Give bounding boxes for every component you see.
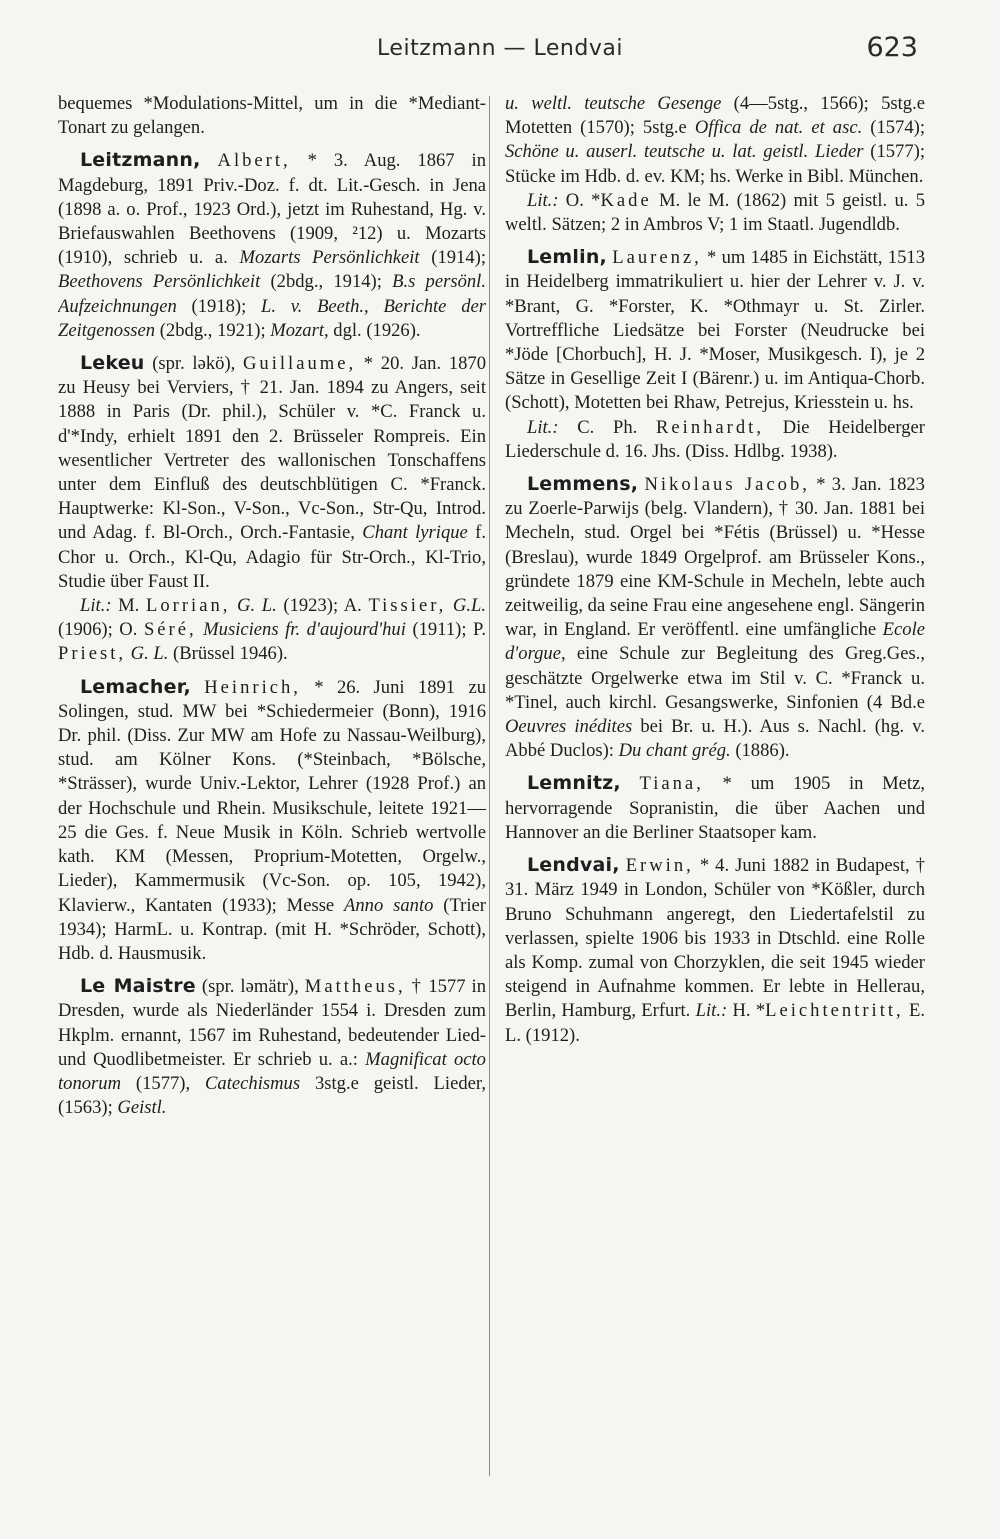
entry-text: bequemes *Modulations-Mittel, um in die *Mediant-Tonart zu gelangen.	[58, 93, 486, 139]
entry-headword: Lemacher,	[80, 675, 191, 698]
lit-label: Lit.:	[527, 416, 559, 438]
work-title: Catechismus	[205, 1072, 301, 1094]
work-title: Mozarts Persönlichkeit	[239, 247, 420, 269]
lit-author: Tissier,	[368, 595, 447, 617]
entry-text: (1923); A.	[276, 595, 369, 617]
continued-entry-lemaistre	[505, 92, 925, 189]
entry-forename: Mattheus,	[304, 976, 406, 998]
entry-text: bei Br. u. H.). Aus s. Nachl. (hg. v. Abbé Duclos):	[505, 716, 925, 762]
work-title: Anno santo	[344, 894, 434, 916]
lit-label: Lit.:	[80, 595, 112, 617]
entry-text: O. *	[558, 189, 601, 211]
lit-label: Lit.:	[527, 189, 559, 211]
entry-forename: Albert,	[217, 150, 291, 172]
entry-forename: Nikolaus Jacob,	[644, 474, 810, 496]
work-title: Ecole d'orgue,	[505, 619, 925, 665]
entry-text: M.	[111, 595, 146, 617]
work-title: u. weltl. teutsche Gesenge	[505, 93, 722, 114]
entry-text: * 4. Juni 1882 in Budapest, † 31. März 1949 in London, Schüler von *Kößler, durch Bruno Schuhmann angeregt, den Liedertafelstil zu verlassen, spielte 1906 bis 1933 in Dtschld. eine Rolle als Komp. zumal von Chorzyklen, die seit 1945 wieder steigend in Aufnahme kommen. Er lebte in Hellerau, Berlin, Hamburg, Erfurt.	[505, 855, 925, 1022]
entry-headword: Lemmens,	[527, 473, 639, 496]
work-title: G. L.	[230, 595, 277, 617]
entry-text: E. L. (1912).	[505, 1000, 925, 1046]
entry-forename: Tiana,	[639, 773, 704, 795]
entry-lemacher	[58, 675, 486, 966]
entry-text: * um 1905 in Metz, hervorragende Sopranistin, die über Aachen und Hannover an die Berliner Staatsoper kam.	[505, 773, 925, 843]
entry-text: * um 1485 in Eichstätt, 1513 in Heidelberg immatrikuliert u. hier der Lehrer v. J. v. *Brant, G. *Forster, K. *Othmayr u. St. Zirler. Vortreffliche Liedsätze bei Forster (Neudrucke bei *Jöde [Chorbuch], H. J. *Moser, Musikgesch. I), je 2 Sätze in Gesellige Zeit I (Bärenr.) u. im Antiqua-Chorb. (Schott), Motetten bei Rhaw, Petrejus, Kriesstein u. hs.	[505, 247, 925, 414]
entry-headword: Lemnitz,	[527, 772, 621, 795]
entry-text: * 26. Juni 1891 zu Solingen, stud. MW bei *Schiedermeier (Bonn), 1916 Dr. phil. (Diss. Zur MW am Hofe zu Nassau-Weilburg), stud. am Kölner Kons. (*Steinbach, *Bölsche, *Strässer), wurde Univ.-Lektor, Lehrer (1928 Prof.) an der Hochschule und Rhein. Musikschule, leitete 1921—25 die Ges. f. Neue Musik in Köln. Schrieb wertvolle kath. KM (Messen, Proprium-Motetten, Orgelw., Lieder), Kammermusik (Vc-Son. op. 105, 1942), Klavierw., Kantaten (1933); Messe	[58, 676, 486, 916]
work-title: L. v. Beeth., Berichte der Zeitgenossen	[58, 295, 486, 341]
entry-text: C. Ph.	[558, 416, 657, 438]
lit-author: Reinhardt,	[656, 416, 764, 438]
literature-lekeu	[58, 594, 486, 667]
entry-text: Die Heidelberger Liederschule d. 16. Jhs. (Diss. Hdlbg. 1938).	[505, 416, 925, 462]
entry-forename: Laurenz,	[612, 247, 702, 269]
lit-author: Priest,	[58, 643, 127, 665]
entry-text: (1886).	[730, 740, 790, 762]
entry-text: (1577),	[121, 1072, 206, 1094]
lit-author: Lorrian,	[145, 595, 231, 617]
entry-text: H. *	[727, 1000, 766, 1022]
work-title: Du chant grég.	[618, 740, 731, 762]
work-title: G.L.	[446, 595, 486, 617]
entry-text: * 20. Jan. 1870 zu Heusy bei Verviers, † 21. Jan. 1894 zu Angers, seit 1888 in Paris (Dr. phil.), Schüler v. *C. Franck u. d'*Indy, erhielt 1891 den 2. Brüsseler Rompreis. Ein wesentlicher Vertreter des wallonischen Tonschaffens unter dem Einfluß des deutschblütigen C. *Franck. Hauptwerke: Kl-Son., V-Son., Vc-Son., Str-Qu, Introd. und Adag. f. Bl-Orch., Orch.-Fantasie,	[58, 353, 486, 544]
lit-author: Leichtentritt,	[765, 1000, 904, 1022]
running-title: Leitzmann — Lendvai	[377, 36, 623, 61]
lit-label: Lit.:	[695, 1000, 728, 1022]
entry-text: (1914);	[419, 247, 486, 269]
page-number: 623	[866, 32, 918, 63]
entry-text: (1574);	[862, 117, 925, 139]
work-title: Chant lyrique	[362, 522, 468, 544]
work-title: G. L.	[126, 643, 169, 665]
entry-text: f. Chor u. Orch., Kl-Qu, Adagio für Str-Orch., Kl-Trio, Studie über Faust II.	[58, 522, 486, 592]
entry-text: (spr. ləmätr),	[195, 976, 305, 998]
work-title: B.s persönl. Aufzeichnungen	[58, 271, 486, 317]
work-title: Beethovens Persönlichkeit	[58, 271, 261, 293]
entry-text: M. le M. (1862) mit 5 geistl. u. 5 weltl. Sätzen; 2 in Ambros V; 1 im Staatl. Jugendldb.	[505, 189, 925, 236]
lit-author: Séré,	[143, 619, 197, 641]
entry-text: † 1577 in Dresden, wurde als Niederländer 1554 i. Dresden zum Hkplm. ernannt, 1567 im Ruhestand, bedeutender Lied- und Quodlibetmeister. Er schrieb u. a.:	[58, 976, 486, 1070]
work-title: Mozart,	[270, 319, 329, 341]
entry-text: (spr. ləkö),	[144, 353, 243, 375]
entry-text: dgl. (1926).	[328, 319, 421, 341]
literature-lemlin	[505, 416, 925, 464]
entry-lemaistre	[58, 974, 486, 1120]
work-title: Offica de nat. et asc.	[694, 117, 863, 139]
entry-text: eine Schule zur Begleitung des Greg.Ges., geschätzte Orgelwerke etwa im Stil v. C. *Franck u. *Tinel, auch kirchl. Gesangswerke, Sinfonien (4 Bd.e	[505, 643, 925, 713]
entry-text: (2bdg., 1921);	[155, 319, 271, 341]
entry-text: (2bdg., 1914);	[260, 271, 393, 293]
entry-text: (1577); Stücke im Hdb. d. ev. KM; hs. Werke in Bibl. München.	[505, 141, 925, 187]
left-column	[58, 92, 486, 1462]
entry-text: (1906); O.	[58, 619, 144, 641]
entry-lemmens	[505, 472, 925, 763]
entry-leitzmann	[58, 148, 486, 343]
lit-author: Kade	[600, 189, 652, 211]
entry-text: (Brüssel 1946).	[168, 643, 288, 665]
entry-lekeu	[58, 351, 486, 594]
entry-text: (4—5stg., 1566); 5stg.e Motetten (1570); 5stg.e	[505, 93, 925, 139]
entry-forename: Guillaume,	[242, 353, 357, 375]
entry-forename: Erwin,	[625, 855, 694, 877]
literature-lemaistre	[505, 189, 925, 237]
entry-text: (1918);	[176, 295, 262, 317]
work-title: Magnificat octo tonorum	[58, 1048, 486, 1094]
entry-text: * 3. Jan. 1823 zu Zoerle-Parwijs (belg. Vlandern), † 30. Jan. 1881 bei Mecheln, stud. Orgel bei *Fétis (Brüssel) u. *Hesse (Breslau), wurde 1849 Orgelprof. am Brüsseler Kons., gründete 1879 eine KM-Schule in Mecheln, lebte auch zeitweilig, da seine Frau eine angesehene engl. Sängerin war, in England. Er veröffentl. eine umfängliche	[505, 474, 925, 641]
entry-lemlin	[505, 245, 925, 415]
page-header	[0, 28, 1000, 72]
entry-text: (Trier 1934); HarmL. u. Kontrap. (mit H. *Schröder, Schott), Hdb. d. Hausmusik.	[58, 894, 486, 964]
entry-headword: Lemlin,	[527, 246, 607, 269]
continued-entry	[58, 92, 486, 140]
work-title: Schöne u. auserl. teutsche u. lat. geistl. Lieder	[505, 141, 864, 163]
entry-text: 3stg.e geistl. Lieder, (1563);	[58, 1072, 486, 1119]
entry-headword: Lekeu	[80, 352, 145, 375]
entry-lemnitz	[505, 771, 925, 845]
entry-headword: Leitzmann,	[80, 149, 201, 172]
right-column	[505, 92, 925, 1462]
entry-text: (1911); P.	[405, 619, 486, 641]
entry-headword: Le Maistre	[80, 975, 196, 998]
work-title: Oeuvres inédites	[505, 716, 633, 738]
entry-lendvai	[505, 853, 925, 1048]
column-divider	[489, 96, 490, 1476]
entry-headword: Lendvai,	[527, 854, 620, 877]
entry-forename: Heinrich,	[204, 676, 301, 698]
work-title: Musiciens fr. d'aujourd'hui	[196, 619, 406, 641]
entry-text: * 3. Aug. 1867 in Magdeburg, 1891 Priv.-Doz. f. dt. Lit.-Gesch. in Jena (1898 a. o. Prof., 1923 Ord.), jetzt im Ruhestand, Hg. v. Briefauswahlen Beethovens (1909, ²12) u. Mozarts (1910), schrieb u. a.	[58, 150, 486, 269]
work-title: Geistl.	[117, 1097, 167, 1119]
